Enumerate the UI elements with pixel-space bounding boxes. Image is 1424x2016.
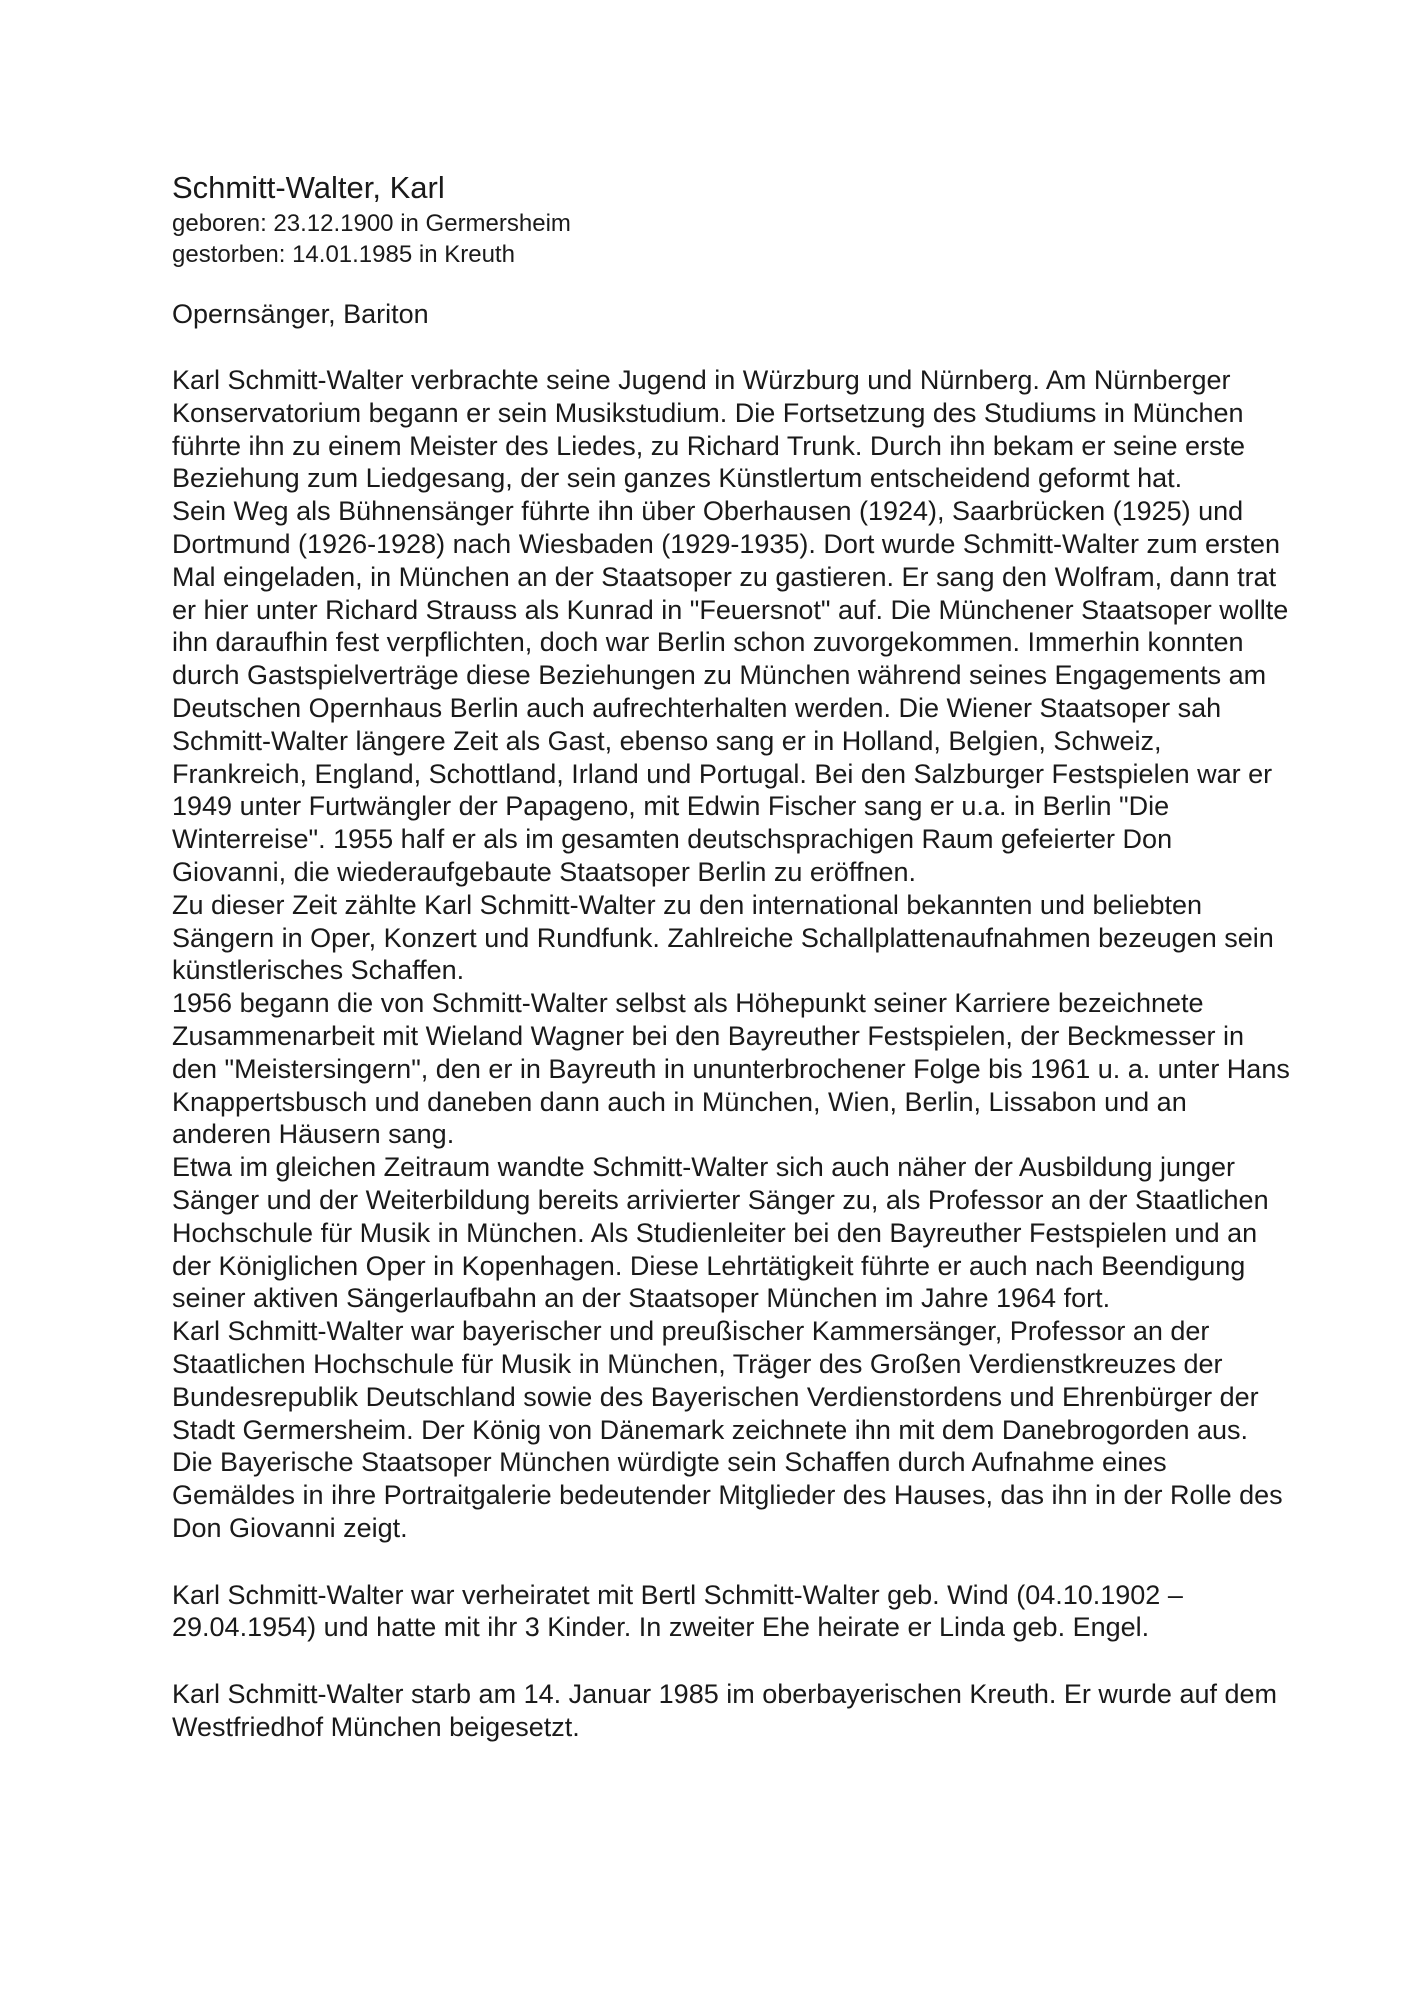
biography-section <box>172 364 1292 1545</box>
biography-paragraph: Karl Schmitt-Walter war bayerischer und preußischer Kammersänger, Professor an der Staatlichen Hochschule für Musik in München, Träger des Großen Verdienstkreuzes der Bundesrepublik Deutschland sowie des Bayerischen Verdienstordens und Ehrenbürger der Stadt Germersheim. Der König von Dänemark zeichnete ihn mit dem Danebrogorden aus. Die Bayerische Staatsoper München würdigte sein Schaffen durch Aufnahme eines Gemäldes in ihre Portraitgalerie bedeutender Mitglieder des Hauses, das ihn in der Rolle des Don Giovanni zeigt. <box>172 1316 1283 1543</box>
biography-paragraph: Karl Schmitt-Walter verbrachte seine Jugend in Würzburg und Nürnberg. Am Nürnberger Konservatorium begann er sein Musikstudium. Die Fortsetzung des Studiums in München führte ihn zu einem Meister des Liedes, zu Richard Trunk. Durch ihn bekam er seine erste Beziehung zum Liedgesang, der sein ganzes Künstlertum entscheidend geformt hat. <box>172 365 1246 494</box>
birth-info: geboren: 23.12.1900 in Germersheim <box>172 210 571 237</box>
document-page <box>172 168 1292 1744</box>
death-info: gestorben: 14.01.1985 in Kreuth <box>172 241 515 268</box>
death-section <box>172 1678 1292 1744</box>
person-name-title: Schmitt-Walter, Karl <box>172 170 445 205</box>
biography-paragraph: 1956 begann die von Schmitt-Walter selbst als Höhepunkt seiner Karriere bezeichnete Zusammenarbeit mit Wieland Wagner bei den Bayreuther Festspielen, der Beckmesser in den "Meistersingern", den er in Bayreuth in ununterbrochener Folge bis 1961 u. a. unter Hans Knappertsbusch und daneben dann auch in München, Wien, Berlin, Lissabon und an anderen Häusern sang. <box>172 988 1290 1150</box>
profession-line: Opernsänger, Bariton <box>172 299 429 329</box>
death-paragraph: Karl Schmitt-Walter starb am 14. Januar 1985 im oberbayerischen Kreuth. Er wurde auf dem Westfriedhof München beigesetzt. <box>172 1679 1277 1743</box>
family-paragraph: Karl Schmitt-Walter war verheiratet mit Bertl Schmitt-Walter geb. Wind (04.10.1902 – 29.04.1954) und hatte mit ihr 3 Kinder. In zweiter Ehe heirate er Linda geb. Engel. <box>172 1579 1183 1643</box>
biography-paragraph: Zu dieser Zeit zählte Karl Schmitt-Walter zu den international bekannten und beliebten Sängern in Oper, Konzert und Rundfunk. Zahlreiche Schallplattenaufnahmen bezeugen sein künstlerisches Schaffen. <box>172 889 1274 986</box>
family-section <box>172 1579 1292 1645</box>
biography-paragraph: Etwa im gleichen Zeitraum wandte Schmitt-Walter sich auch näher der Ausbildung junger Sänger und der Weiterbildung bereits arrivierter Sänger zu, als Professor an der Staatlichen Hochschule für Musik in München. Als Studienleiter bei den Bayreuther Festspielen und an der Königlichen Oper in Kopenhagen. Diese Lehrtätigkeit führte er auch nach Beendigung seiner aktiven Sängerlaufbahn an der Staatsoper München im Jahre 1964 fort. <box>172 1152 1269 1314</box>
biography-paragraph: Sein Weg als Bühnensänger führte ihn über Oberhausen (1924), Saarbrücken (1925) und Dortmund (1926-1928) nach Wiesbaden (1929-1935). Dort wurde Schmitt-Walter zum ersten Mal eingeladen, in München an der Staatsoper zu gastieren. Er sang den Wolfram, dann trat er hier unter Richard Strauss als Kunrad in "Feuersnot" auf. Die Münchener Staatsoper wollte ihn daraufhin fest verpflichten, doch war Berlin schon zuvorgekommen. Immerhin konnten durch Gastspielverträge diese Beziehungen zu München während seines Engagements am Deutschen Opernhaus Berlin auch aufrechterhalten werden. Die Wiener Staatsoper sah Schmitt-Walter längere Zeit als Gast, ebenso sang er in Holland, Belgien, Schweiz, Frankreich, England, Schottland, Irland und Portugal. Bei den Salzburger Festspielen war er 1949 unter Furtwängler der Papageno, mit Edwin Fischer sang er u.a. in Berlin "Die Winterreise". 1955 half er als im gesamten deutschsprachigen Raum gefeierter Don Giovanni, die wiederaufgebaute Staatsoper Berlin zu eröffnen. <box>172 496 1289 887</box>
